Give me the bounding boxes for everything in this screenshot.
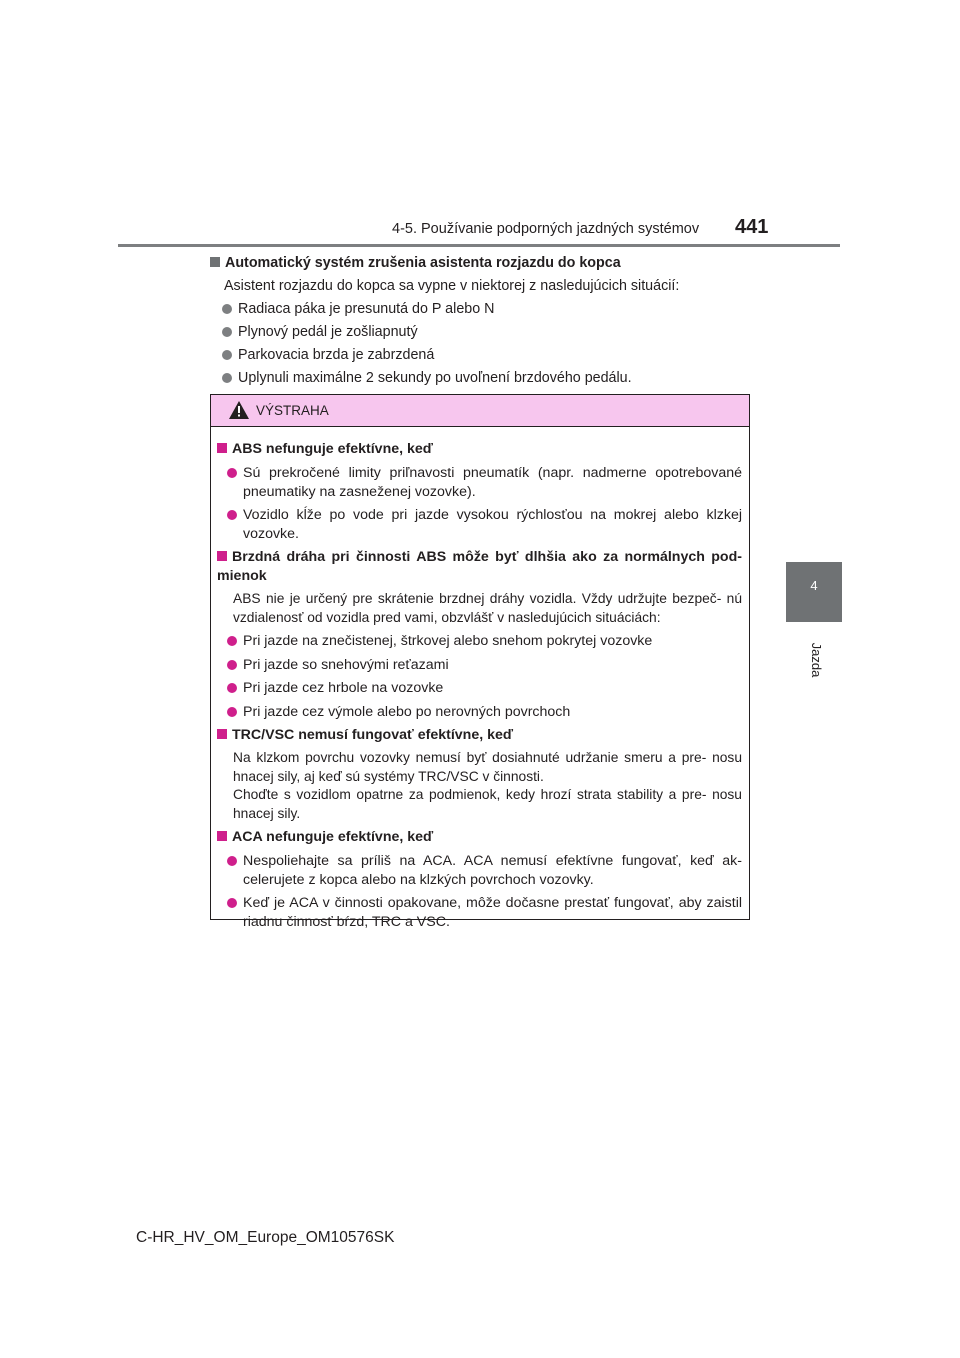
auto-cancel-section xyxy=(210,254,755,389)
round-bullet-icon xyxy=(227,707,237,717)
warning-section-title: Brzdná dráha pri činnosti ABS môže byť dlhšia ako za normálnych pod- mienok xyxy=(217,549,742,584)
square-bullet-icon xyxy=(217,443,227,453)
header-divider xyxy=(118,244,840,247)
warning-box xyxy=(210,394,750,930)
auto-cancel-intro: Asistent rozjazdu do kopca sa vypne v niektorej z nasledujúcich situácií: xyxy=(224,278,680,294)
round-bullet-icon xyxy=(227,660,237,670)
section-title: 4-5. Používanie podporných jazdných systémov xyxy=(392,221,700,237)
round-bullet-icon xyxy=(227,636,237,646)
list-item: Pri jazde cez hrbole na vozovke xyxy=(227,679,742,698)
list-item: Nespoliehajte sa príliš na ACA. ACA nemusí efektívne fungovať, keď ak- celerujete z kopca alebo na klzkých povrchoch vozovky. xyxy=(227,852,742,889)
warning-header xyxy=(211,395,749,427)
list-item: Pri jazde so snehovými reťazami xyxy=(227,656,742,675)
warning-title: VÝSTRAHA xyxy=(256,403,329,418)
square-bullet-icon xyxy=(210,257,220,267)
list-item: Sú prekročené limity priľnavosti pneumatík (napr. nadmerne opotrebované pneumatiky na zasneženej vozovke). xyxy=(227,464,742,501)
round-bullet-icon xyxy=(222,350,232,360)
list-item: Vozidlo kĺže po vode pri jazde vysokou rýchlosťou na mokrej alebo klzkej vozovke. xyxy=(227,506,742,543)
square-bullet-icon xyxy=(217,729,227,739)
list-item: Plynový pedál je zošliapnutý xyxy=(222,321,755,343)
list-item: Keď je ACA v činnosti opakovane, môže dočasne prestať fungovať, aby zaistil riadnu činnosť bŕzd, TRC a VSC. xyxy=(227,894,742,931)
round-bullet-icon xyxy=(227,683,237,693)
square-bullet-icon xyxy=(217,551,227,561)
list-item: Parkovacia brzda je zabrzdená xyxy=(222,344,755,366)
round-bullet-icon xyxy=(222,304,232,314)
list-item: Pri jazde na znečistenej, štrkovej alebo snehom pokrytej vozovke xyxy=(227,632,742,651)
warning-paragraph: ABS nie je určený pre skrátenie brzdnej dráhy vozidla. Vždy udržujte bezpeč- nú vzdialenosť od vozidla pred vami, obzvlášť v nasledujúcich situáciách: xyxy=(233,591,742,625)
warning-paragraph: Na klzkom povrchu vozovky nemusí byť dosiahnuté udržanie smeru a pre- nosu hnacej sily, aj keď sú systémy TRC/VSC v činnosti. Choďte s vozidlom opatrne za podmienok, kedy hrozí strata stability a pre- nosu hnacej sily. xyxy=(233,750,742,821)
warning-body xyxy=(211,427,749,931)
auto-cancel-title: Automatický systém zrušenia asistenta rozjazdu do kopca xyxy=(210,254,755,272)
chapter-label: Jazda xyxy=(809,642,824,678)
list-item: Pri jazde cez výmole alebo po nerovných povrchoch xyxy=(227,703,742,722)
page-number: 441 xyxy=(735,216,769,238)
round-bullet-icon xyxy=(227,468,237,478)
warning-section-title: ACA nefunguje efektívne, keď xyxy=(217,828,742,847)
square-bullet-icon xyxy=(217,831,227,841)
round-bullet-icon xyxy=(227,510,237,520)
document-id: C-HR_HV_OM_Europe_OM10576SK xyxy=(136,1229,395,1246)
round-bullet-icon xyxy=(222,373,232,383)
round-bullet-icon xyxy=(227,898,237,908)
round-bullet-icon xyxy=(227,856,237,866)
chapter-tab: 4 xyxy=(786,562,842,622)
list-item: Uplynuli maximálne 2 sekundy po uvoľnení brzdového pedálu. xyxy=(222,367,755,389)
list-item: Radiaca páka je presunutá do P alebo N xyxy=(222,298,755,320)
warning-section-title: ABS nefunguje efektívne, keď xyxy=(217,440,742,459)
warning-section-title: TRC/VSC nemusí fungovať efektívne, keď xyxy=(217,726,742,745)
round-bullet-icon xyxy=(222,327,232,337)
warning-triangle-icon xyxy=(229,401,249,419)
